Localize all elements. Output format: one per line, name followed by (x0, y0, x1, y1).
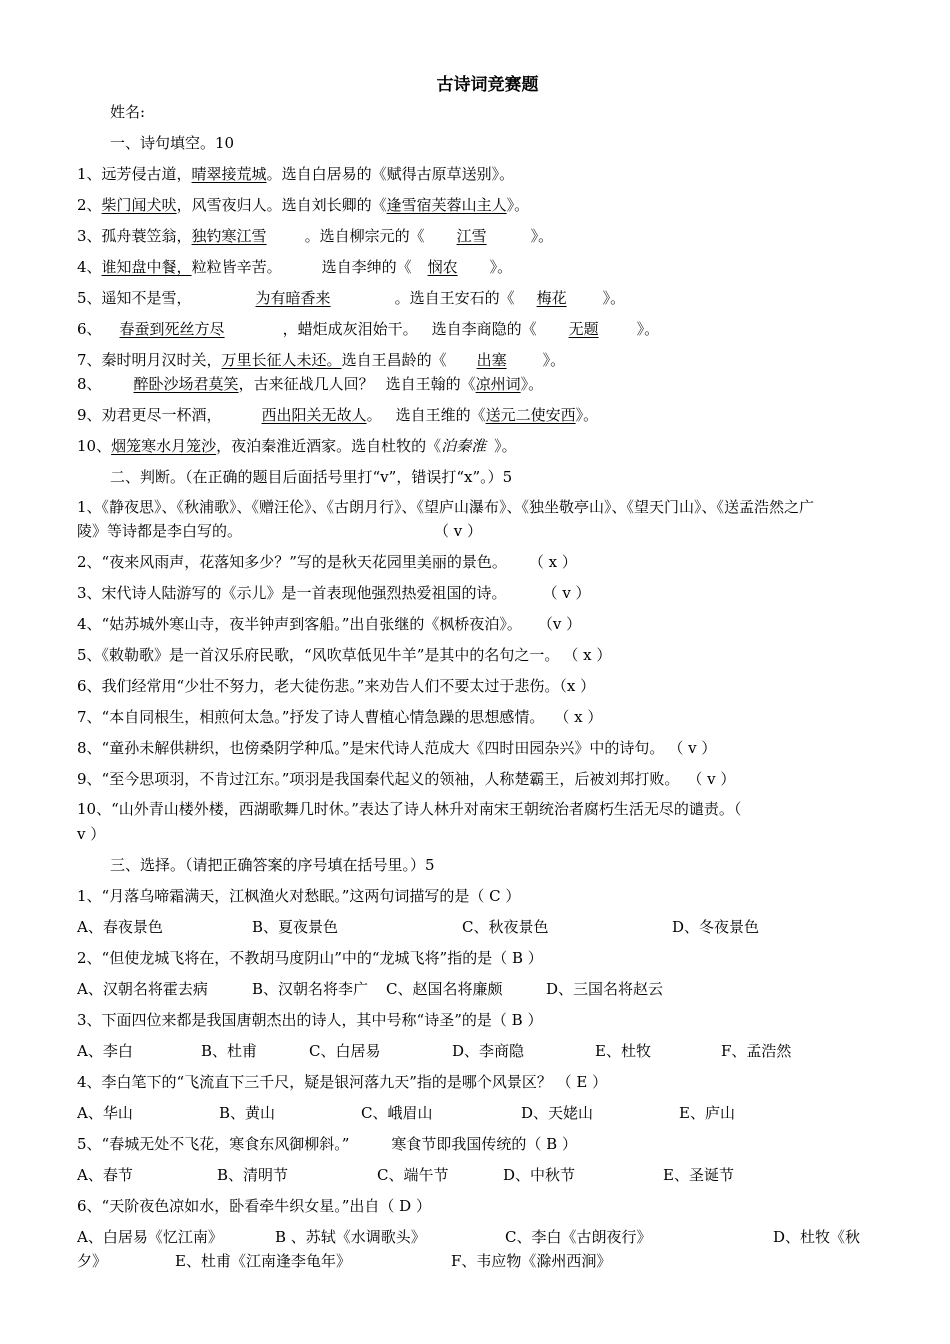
fill-question-8: 8、 醉卧沙场君莫笑，古来征战几人回？ 选自王翰的《凉州词》。 (77, 375, 544, 393)
choice-option: E、庐山 (679, 1104, 735, 1122)
answer-blank: 送元二使安西 (485, 406, 576, 424)
judge-answer: v ） (77, 825, 106, 843)
answer-blank: 晴翠接荒城 (191, 165, 267, 183)
answer-blank: 为有暗香来 (255, 289, 331, 307)
choice-question-1: 1、“月落乌啼霜满天，江枫渔火对愁眠。”这两句词描写的是（ C ） (77, 887, 521, 905)
fill-question-4: 4、谁知盘中餐，粒粒皆辛苦。 选自李绅的《 悯农 》。 (77, 258, 513, 276)
choice-option: C、赵国名将廉颇 (386, 980, 503, 998)
choice-option: B、清明节 (217, 1166, 289, 1184)
choice-option: B、夏夜景色 (252, 918, 339, 936)
section-2-heading: 二、判断。（在正确的题目后面括号里打“v”，错误打“x”。）5 (110, 468, 513, 486)
judge-question-4: 4、“姑苏城外寒山寺，夜半钟声到客船。”出自张继的《枫桥夜泊》。 （v ） (77, 615, 582, 633)
choice-option: F、孟浩然 (721, 1042, 792, 1060)
choice-options-2 (77, 979, 663, 999)
choice-option: B、汉朝名将李广 (252, 980, 369, 998)
choice-option: E、圣诞节 (663, 1166, 734, 1184)
answer-blank: 烟笼寒水月笼沙 (111, 437, 217, 455)
judge-answer: （ v ） (668, 739, 717, 757)
judge-question-7: 7、“本自同根生，相煎何太急。”抒发了诗人曹植心情急躁的思想感情。 （ x ） (77, 708, 603, 726)
fill-question-9: 9、劝君更尽一杯酒， 西出阳关无故人。 选自王维的《送元二使安西》。 (77, 406, 599, 424)
choice-option: C、端午节 (377, 1166, 449, 1184)
choice-options-6b (77, 1251, 611, 1271)
judge-question-2: 2、“夜来风雨声，花落知多少？”写的是秋天花园里美丽的景色。 （ x ） (77, 553, 577, 571)
choice-option: C、峨眉山 (361, 1104, 433, 1122)
choice-options-3 (77, 1041, 791, 1061)
judge-answer: （ v ） (434, 522, 483, 540)
name-label: 姓名: (110, 103, 146, 121)
choice-question-4: 4、李白笔下的“飞流直下三千尺，疑是银河落九天”指的是哪个风景区？ （ E ） (77, 1073, 608, 1091)
choice-option: A、李白 (77, 1042, 133, 1060)
choice-option: 夕》 (77, 1252, 108, 1270)
judge-question-9: 9、“至今思项羽，不肯过江东。”项羽是我国秦代起义的领袖，人称楚霸王，后被刘邦打败。 （ v ） (77, 770, 736, 788)
choice-options-5 (77, 1165, 734, 1185)
choice-option: D、杜牧《秋 (773, 1228, 861, 1246)
choice-option: F、韦应物《滁州西涧》 (451, 1252, 612, 1270)
choice-options-6 (77, 1227, 860, 1247)
choice-question-3: 3、下面四位来都是我国唐朝杰出的诗人，其中号称“诗圣”的是（ B ） (77, 1011, 543, 1029)
choice-question-6: 6、“天阶夜色凉如水，卧看牵牛织女星。”出自（ D ） (77, 1197, 431, 1215)
choice-option: A、华山 (77, 1104, 133, 1122)
choice-option: B 、苏轼《水调歌头》 (275, 1228, 426, 1246)
choice-option: D、中秋节 (503, 1166, 576, 1184)
choice-option: C、秋夜景色 (462, 918, 549, 936)
choice-option: D、冬夜景色 (672, 918, 760, 936)
choice-option: C、白居易 (309, 1042, 381, 1060)
judge-answer: （ v ） (687, 770, 736, 788)
judge-question-5: 5、《敕勒歌》是一首汉乐府民歌，“风吹草低见牛羊”是其中的名句之一。 （ x ） (77, 646, 612, 664)
choice-option: D、李商隐 (452, 1042, 525, 1060)
answer-blank: 江雪 (456, 227, 487, 245)
choice-option: E、杜甫《江南逢李龟年》 (175, 1252, 351, 1270)
choice-option: A、白居易《忆江南》 (77, 1228, 223, 1246)
fill-question-5: 5、遥知不是雪， 为有暗香来 。选自王安石的《 梅花 》。 (77, 289, 626, 307)
fill-question-2: 2、柴门闻犬吠，风雪夜归人。选自刘长卿的《逢雪宿芙蓉山主人》。 (77, 196, 530, 214)
judge-question-1b: 陵》等诗都是李白写的。 （ v ） (77, 522, 483, 540)
judge-question-3: 3、宋代诗人陆游写的《示儿》是一首表现他强烈热爱祖国的诗。 （ v ） (77, 584, 591, 602)
answer-blank: 醉卧沙场君莫笑 (133, 375, 239, 393)
fill-question-6: 6、 春蚕到死丝方尽 ，蜡炬成灰泪始干。 选自李商隐的《 无题 》。 (77, 320, 660, 338)
answer-blank: 逢雪宿芙蓉山主人 (386, 196, 507, 214)
judge-answer: （ v ） (542, 584, 591, 602)
section-1-heading: 一、诗句填空。10 (110, 134, 235, 152)
judge-answer: （x ） (559, 677, 596, 695)
answer-blank: 独钓寒江雪 (191, 227, 267, 245)
answer-blank: 出塞 (476, 351, 507, 369)
document-title: 古诗词竞赛题 (436, 75, 539, 95)
answer-blank: 柴门闻犬吠 (101, 196, 177, 214)
answer-blank: 泊秦淮 (441, 437, 487, 455)
choice-option: C、李白《古朗夜行》 (505, 1228, 652, 1246)
judge-question-1a: 1、《静夜思》、《秋浦歌》、《赠汪伦》、《古朗月行》、《望庐山瀑布》、《独坐敬亭山》、《望天门山》、《送孟浩然之广 (77, 498, 815, 516)
section-3-heading: 三、选择。（请把正确答案的序号填在括号里。）5 (110, 856, 435, 874)
answer-blank: 凉州词 (475, 375, 521, 393)
choice-option: D、三国名将赵云 (546, 980, 664, 998)
fill-question-7: 7、秦时明月汉时关，万里长征人未还。选自王昌龄的《 出塞 》。 (77, 351, 566, 369)
answer-blank: 春蚕到死丝方尽 (119, 320, 225, 338)
choice-question-5: 5、“春城无处不飞花，寒食东风御柳斜。” 寒食节即我国传统的（ B ） (77, 1135, 577, 1153)
judge-answer: （ x ） (554, 708, 603, 726)
judge-question-8: 8、“童孙未解供耕织，也傍桑阴学种瓜。”是宋代诗人范成大《四时田园杂兴》中的诗句。 （ v ） (77, 739, 717, 757)
judge-question-10b (77, 824, 105, 844)
choice-option: E、杜牧 (595, 1042, 651, 1060)
answer-blank: 谁知盘中餐， (101, 258, 192, 276)
choice-option: A、春夜景色 (77, 918, 163, 936)
choice-options-4 (77, 1103, 735, 1123)
judge-question-6: 6、我们经常用“少壮不努力，老大徒伤悲。”来劝告人们不要太过于悲伤。（x ） (77, 677, 596, 695)
answer-blank: 万里长征人未还。 (221, 351, 342, 369)
judge-answer: （ x ） (528, 553, 577, 571)
answer-blank: 西出阳关无故人 (261, 406, 367, 424)
choice-option: A、汉朝名将霍去病 (77, 980, 208, 998)
choice-option: A、春节 (77, 1166, 133, 1184)
answer-blank: 梅花 (536, 289, 567, 307)
choice-option: B、杜甫 (201, 1042, 258, 1060)
fill-question-10: 10、烟笼寒水月笼沙，夜泊秦淮近酒家。选自杜牧的《泊秦淮 》。 (77, 437, 517, 455)
choice-option: D、天姥山 (521, 1104, 594, 1122)
answer-blank: 悯农 (427, 258, 458, 276)
choice-option: B、黄山 (219, 1104, 276, 1122)
judge-answer: （v ） (537, 615, 582, 633)
choice-options-1 (77, 917, 759, 937)
judge-question-10a: 10、“山外青山楼外楼，西湖歌舞几时休。”表达了诗人林升对南宋王朝统治者腐朽生活无尽的谴责。（ (77, 800, 742, 818)
judge-answer: （ x ） (563, 646, 612, 664)
fill-question-3: 3、孤舟蓑笠翁，独钓寒江雪 。选自柳宗元的《 江雪 》。 (77, 227, 554, 245)
choice-question-2: 2、“但使龙城飞将在，不教胡马度阴山”中的“龙城飞将”指的是（ B ） (77, 949, 543, 967)
fill-question-1: 1、远芳侵古道，晴翠接荒城。选自白居易的《赋得古原草送别》。 (77, 165, 515, 183)
answer-blank: 无题 (568, 320, 599, 338)
